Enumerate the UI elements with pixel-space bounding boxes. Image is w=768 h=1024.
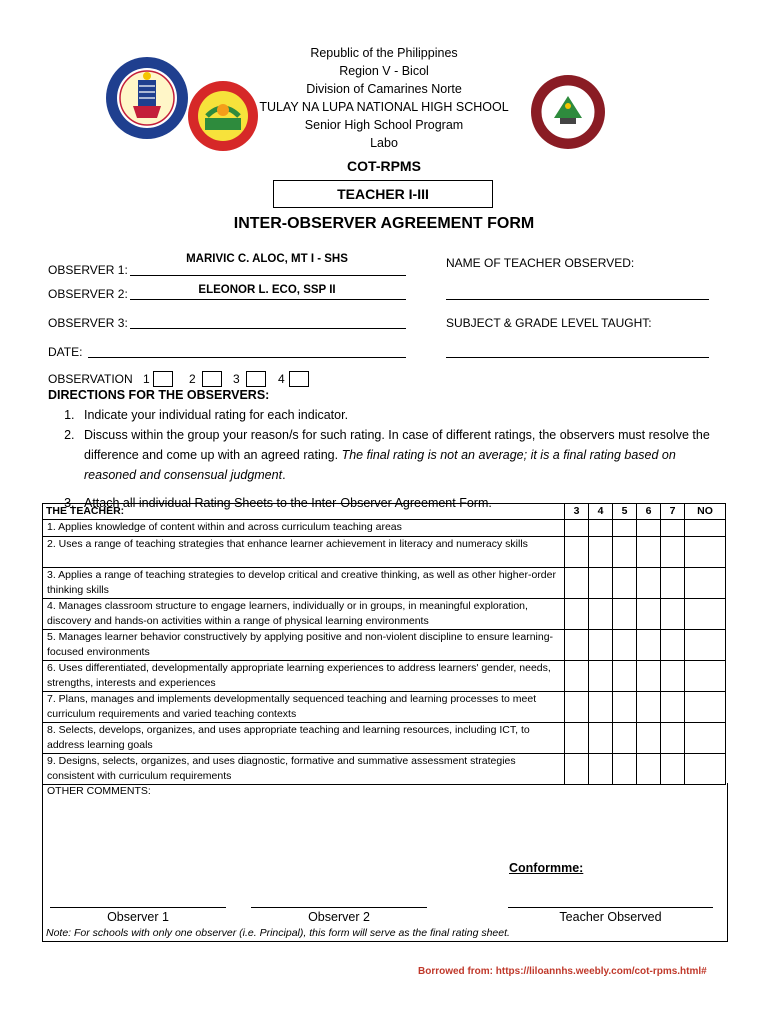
rating-cell-5[interactable] <box>613 692 637 723</box>
subject-label: SUBJECT & GRADE LEVEL TAUGHT: <box>446 316 652 330</box>
rating-cell-6[interactable] <box>637 692 661 723</box>
rating-cell-5[interactable] <box>613 723 637 754</box>
observer2-label: OBSERVER 2: <box>48 287 128 301</box>
rating-cell-5[interactable] <box>613 661 637 692</box>
table-row <box>43 754 726 785</box>
borrowed-credit: Borrowed from: https://liloannhs.weebly.com/cot-rpms.html# <box>418 966 707 977</box>
indicator-text: 8. Selects, develops, organizes, and uses appropriate teaching and learning resources, including ICT, to address learning goals <box>43 723 565 754</box>
rating-cell-5[interactable] <box>613 599 637 630</box>
observation-checkbox-1[interactable] <box>153 371 173 387</box>
teacher-observed-label: NAME OF TEACHER OBSERVED: <box>446 256 635 270</box>
date-label: DATE: <box>48 345 83 359</box>
observation-checkbox-4[interactable] <box>289 371 309 387</box>
rating-cell-4[interactable] <box>589 537 613 568</box>
rating-cell-no[interactable] <box>685 599 726 630</box>
indicator-text: 1. Applies knowledge of content within and across curriculum teaching areas <box>43 520 565 537</box>
rating-table <box>42 503 726 785</box>
table-header-col-3: 3 <box>565 504 589 520</box>
direction-item-3: 3. Attach all individual Rating Sheets to the Inter-Observer Agreement Form. <box>78 493 726 513</box>
date-field[interactable] <box>88 357 406 358</box>
rating-cell-no[interactable] <box>685 537 726 568</box>
rating-cell-4[interactable] <box>589 568 613 599</box>
rating-cell-6[interactable] <box>637 630 661 661</box>
rating-cell-4[interactable] <box>589 661 613 692</box>
comments-label: OTHER COMMENTS: <box>47 785 151 797</box>
observer1-field[interactable] <box>130 275 406 276</box>
rating-cell-3[interactable] <box>565 630 589 661</box>
footnote: Note: For schools with only one observer (i.e. Principal), this form will serve as the final rating sheet. <box>46 927 510 939</box>
observer2-value: ELEONOR L. ECO, SSP II <box>198 284 336 296</box>
table-header-col-6: 6 <box>637 504 661 520</box>
observation-number-3: 3 <box>233 372 240 386</box>
observer3-field[interactable] <box>130 328 406 329</box>
observation-checkbox-3[interactable] <box>246 371 266 387</box>
table-row <box>43 537 726 568</box>
observation-number-1: 1 <box>143 372 150 386</box>
teacher-level-box: TEACHER I-III <box>273 180 493 208</box>
indicator-text: 3. Applies a range of teaching strategies to develop critical and creative thinking, as well as other higher-order thinking skills <box>43 568 565 599</box>
table-row <box>43 630 726 661</box>
observer2-signature-line[interactable] <box>251 907 427 908</box>
table-row <box>43 661 726 692</box>
observation-checkbox-2[interactable] <box>202 371 222 387</box>
teacher-signature-label: Teacher Observed <box>559 910 662 924</box>
observation-number-4: 4 <box>278 372 285 386</box>
table-header-col-5: 5 <box>613 504 637 520</box>
table-row <box>43 723 726 754</box>
observer1-signature-line[interactable] <box>50 907 226 908</box>
conforme-label: Conformme: <box>509 861 584 875</box>
rating-cell-6[interactable] <box>637 599 661 630</box>
rating-cell-7[interactable] <box>661 537 685 568</box>
header-town: Labo <box>370 136 398 150</box>
rating-cell-7[interactable] <box>661 723 685 754</box>
directions-title: DIRECTIONS FOR THE OBSERVERS: <box>48 388 270 402</box>
table-header-col-7: 7 <box>661 504 685 520</box>
rating-cell-7[interactable] <box>661 754 685 785</box>
rating-cell-3[interactable] <box>565 723 589 754</box>
rating-cell-7[interactable] <box>661 520 685 537</box>
indicator-text: 6. Uses differentiated, developmentally appropriate learning experiences to address learners' gender, needs, strengths, interests and experiences <box>43 661 565 692</box>
rating-cell-5[interactable] <box>613 630 637 661</box>
rating-cell-7[interactable] <box>661 568 685 599</box>
rating-cell-4[interactable] <box>589 723 613 754</box>
header-region: Region V - Bicol <box>339 64 429 78</box>
rating-cell-4[interactable] <box>589 630 613 661</box>
rating-cell-3[interactable] <box>565 599 589 630</box>
subject-field[interactable] <box>446 357 709 358</box>
rating-cell-3[interactable] <box>565 754 589 785</box>
observer2-field[interactable] <box>130 299 406 300</box>
indicator-text: 5. Manages learner behavior constructively by applying positive and non-violent discipline to ensure learning-focused environments <box>43 630 565 661</box>
rating-cell-3[interactable] <box>565 520 589 537</box>
observation-number-2: 2 <box>189 372 196 386</box>
teacher-observed-field[interactable] <box>446 299 709 300</box>
rating-cell-6[interactable] <box>637 661 661 692</box>
rating-cell-4[interactable] <box>589 692 613 723</box>
observer2-signature-label: Observer 2 <box>308 910 370 924</box>
table-row <box>43 568 726 599</box>
teacher-signature-line[interactable] <box>508 907 713 908</box>
observer3-label: OBSERVER 3: <box>48 316 128 330</box>
rating-cell-6[interactable] <box>637 754 661 785</box>
directions-list <box>26 405 726 513</box>
header-division: Division of Camarines Norte <box>306 82 462 96</box>
header-program: Senior High School Program <box>304 118 464 132</box>
indicator-text: 4. Manages classroom structure to engage learners, individually or in groups, in meaningful exploration, discovery and hands-on activities within a range of physical learning environments <box>43 599 565 630</box>
rating-cell-3[interactable] <box>565 692 589 723</box>
rating-cell-no[interactable] <box>685 692 726 723</box>
rating-cell-no[interactable] <box>685 568 726 599</box>
observer1-signature-label: Observer 1 <box>107 910 169 924</box>
rating-cell-5[interactable] <box>613 754 637 785</box>
form-title: INTER-OBSERVER AGREEMENT FORM <box>233 215 535 232</box>
indicator-text: 7. Plans, manages and implements developmentally sequenced teaching and learning processes to meet curriculum requirements and varied teaching contexts <box>43 692 565 723</box>
rating-cell-4[interactable] <box>589 599 613 630</box>
rating-cell-no[interactable] <box>685 520 726 537</box>
table-row <box>43 599 726 630</box>
rating-cell-6[interactable] <box>637 723 661 754</box>
rating-cell-no[interactable] <box>685 661 726 692</box>
header-school: TULAY NA LUPA NATIONAL HIGH SCHOOL <box>259 100 509 114</box>
rating-cell-7[interactable] <box>661 692 685 723</box>
direction-item-2: 2. Discuss within the group your reason/s for such rating. In case of different ratings, the observers must resolve the difference and come up with an agreed rating. The final rating is not an average; it is a final rating based on reasoned and consensual judgment. <box>78 425 726 485</box>
table-header-teacher: THE TEACHER: <box>43 504 565 520</box>
rating-cell-5[interactable] <box>613 537 637 568</box>
rating-cell-7[interactable] <box>661 661 685 692</box>
form-code: COT-RPMS <box>347 158 421 174</box>
header-republic: Republic of the Philippines <box>310 46 458 60</box>
observer1-label: OBSERVER 1: <box>48 263 128 277</box>
rating-cell-4[interactable] <box>589 520 613 537</box>
rating-cell-5[interactable] <box>613 568 637 599</box>
observer1-value: MARIVIC C. ALOC, MT I - SHS <box>186 253 348 265</box>
rating-cell-3[interactable] <box>565 568 589 599</box>
table-header-col-no: NO <box>685 504 726 520</box>
rating-cell-5[interactable] <box>613 520 637 537</box>
indicator-text: 2. Uses a range of teaching strategies that enhance learner achievement in literacy and numeracy skills <box>43 537 565 568</box>
observation-label: OBSERVATION <box>48 372 133 386</box>
rating-cell-no[interactable] <box>685 630 726 661</box>
rating-cell-7[interactable] <box>661 599 685 630</box>
table-row <box>43 520 726 537</box>
table-header-col-4: 4 <box>589 504 613 520</box>
rating-cell-7[interactable] <box>661 630 685 661</box>
table-row <box>43 692 726 723</box>
rating-cell-6[interactable] <box>637 520 661 537</box>
rating-cell-no[interactable] <box>685 723 726 754</box>
rating-cell-3[interactable] <box>565 537 589 568</box>
rating-cell-3[interactable] <box>565 661 589 692</box>
indicator-text: 9. Designs, selects, organizes, and uses diagnostic, formative and summative assessment strategies consistent with curriculum requirements <box>43 754 565 785</box>
rating-cell-4[interactable] <box>589 754 613 785</box>
rating-cell-6[interactable] <box>637 537 661 568</box>
rating-cell-no[interactable] <box>685 754 726 785</box>
rating-cell-6[interactable] <box>637 568 661 599</box>
direction-item-1: 1. Indicate your individual rating for each indicator. <box>78 405 726 425</box>
